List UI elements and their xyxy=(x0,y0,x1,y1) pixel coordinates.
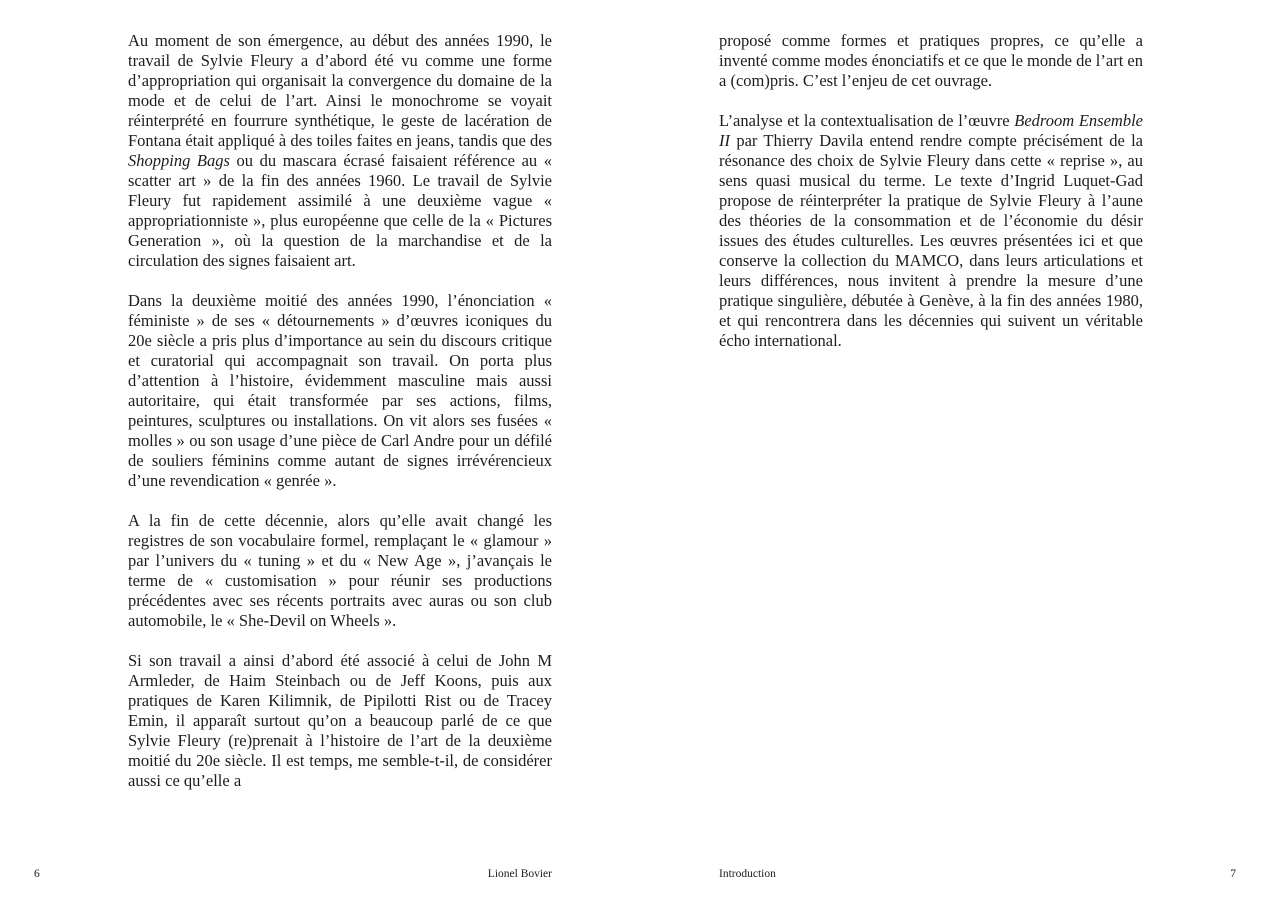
left-page-text-column xyxy=(128,31,552,811)
right-page-text-column xyxy=(719,31,1143,371)
text-run: proposé comme formes et pratiques propres, ce qu’elle a inventé comme modes énonciatifs et ce que le monde de l’art en a (com)pris. C’est l’enjeu de cet ouvrage. xyxy=(719,31,1143,90)
text-run: Dans la deuxième moitié des années 1990, l’énonciation « féministe » de ses « détournements » d’œuvres iconiques du 20e siècle a pris plus d’importance au sein du discours critique et curatorial qui accompagnait son travail. On porta plus d’attention à l’histoire, évidemment masculine mais aussi autoritaire, qui était transformée par ses actions, films, peintures, sculptures ou installations. On vit alors ses fusées « molles » ou son usage d’une pièce de Carl Andre pour un défilé de souliers féminins comme autant de signes irrévérencieux d’une revendication « genrée ». xyxy=(128,291,552,490)
running-footer-author: Lionel Bovier xyxy=(487,868,552,880)
paragraph xyxy=(719,111,1143,351)
running-footer-chapter: Introduction xyxy=(719,868,776,880)
paragraph xyxy=(128,651,552,791)
paragraph xyxy=(128,291,552,491)
text-run: ou du mascara écrasé faisaient référence au « scatter art » de la fin des années 1960. Le travail de Sylvie Fleury fut rapidement assimilé à une deuxième vague « appropriationniste », plus européenne que celle de la « Pictures Generation », où la question de la marchandise et de la circulation des signes faisaient art. xyxy=(128,151,552,270)
paragraph xyxy=(719,31,1143,91)
paragraph xyxy=(128,511,552,631)
page-number-right: 7 xyxy=(1230,868,1236,880)
italic-text-run: Bedroom Ensemble II xyxy=(719,111,1143,150)
text-run: par Thierry Davila entend rendre compte précisément de la résonance des choix de Sylvie Fleury dans cette « reprise », au sens quasi musical du terme. Le texte d’Ingrid Luquet-Gad propose de réinterpréter la pratique de Sylvie Fleury à l’aune des théories de la consommation et de l’économie du désir issues des études culturelles. Les œuvres présentées ici et que conserve la collection du MAMCO, dans leurs articulations et leurs différences, nous invitent à prendre la mesure d’une pratique singulière, débutée à Genève, à la fin des années 1980, et qui rencontrera dans les décennies qui suivent un véritable écho international. xyxy=(719,131,1143,350)
text-run: L’analyse et la contextualisation de l’œuvre xyxy=(719,111,1015,130)
text-run: Si son travail a ainsi d’abord été associé à celui de John M Armleder, de Haim Steinbach ou de Jeff Koons, puis aux pratiques de Karen Kilimnik, de Pipilotti Rist ou de Tracey Emin, il apparaît surtout qu’on a beaucoup parlé de ce que Sylvie Fleury (re)prenait à l’histoire de l’art de la deuxième moitié du 20e siècle. Il est temps, me semble-t-il, de considérer aussi ce qu’elle a xyxy=(128,651,552,790)
text-run: Au moment de son émergence, au début des années 1990, le travail de Sylvie Fleury a d’abord été vu comme une forme d’appropriation qui organisait la convergence du domaine de la mode et de celui de l’art. Ainsi le monochrome se voyait réinterprété en fourrure synthétique, le geste de lacération de Fontana était appliqué à des toiles faites en jeans, tandis que des xyxy=(128,31,552,150)
paragraph xyxy=(128,31,552,271)
page-number-left: 6 xyxy=(34,868,40,880)
italic-text-run: Shopping Bags xyxy=(128,151,230,170)
text-run: A la fin de cette décennie, alors qu’elle avait changé les registres de son vocabulaire formel, remplaçant le « glamour » par l’univers du « tuning » et du « New Age », j’avançais le terme de « customisation » pour réunir ses productions précédentes avec ses récents portraits avec auras ou son club automobile, le « She-Devil on Wheels ». xyxy=(128,511,552,630)
